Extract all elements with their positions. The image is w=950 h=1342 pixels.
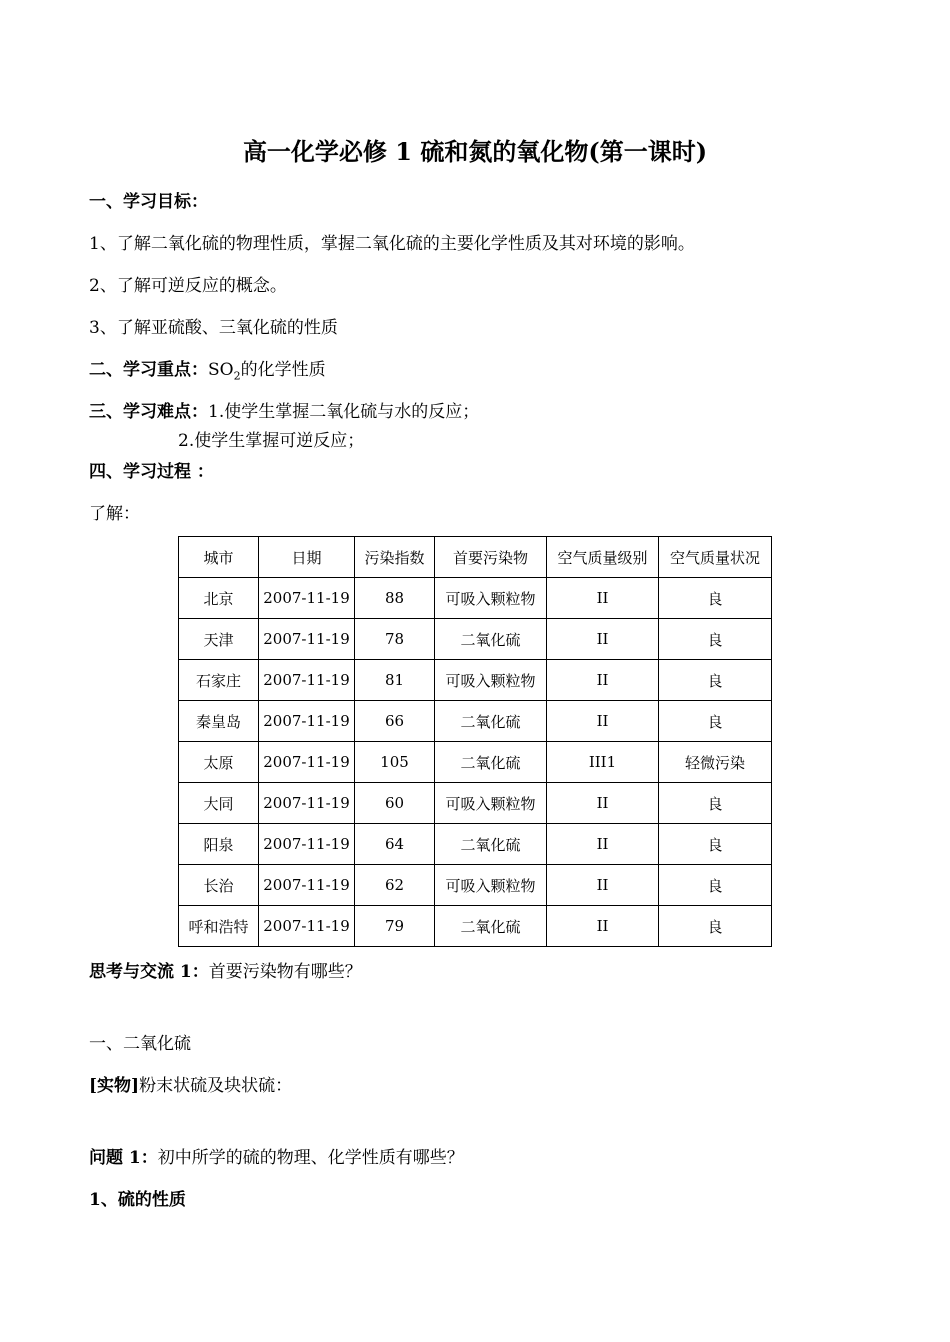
table-cell: 2007-11-19	[259, 742, 355, 783]
table-cell: 良	[659, 578, 772, 619]
table-cell: II	[547, 578, 659, 619]
think-exchange	[89, 957, 362, 982]
difficulty-item-1: 1.使学生掌握二氧化硫与水的反应；	[208, 402, 480, 422]
question-text: 初中所学的硫的物理、化学性质有哪些？	[157, 1148, 464, 1168]
table-cell: II	[547, 824, 659, 865]
table-cell: 二氧化硫	[435, 824, 547, 865]
goal-item-1: 1、了解二氧化硫的物理性质，掌握二氧化硫的主要化学性质及其对环境的影响。	[89, 234, 695, 254]
table-cell: II	[547, 783, 659, 824]
table-cell: 78	[355, 619, 435, 660]
air-quality-table	[178, 536, 772, 947]
table-cell: 轻微污染	[659, 742, 772, 783]
think-label: 思考与交流 1：	[89, 962, 209, 982]
table-cell: II	[547, 660, 659, 701]
table-row	[179, 701, 772, 742]
table-cell: 良	[659, 660, 772, 701]
table-cell: 良	[659, 701, 772, 742]
table-cell: 66	[355, 701, 435, 742]
table-cell: 79	[355, 906, 435, 947]
table-cell: 太原	[179, 742, 259, 783]
table-cell: 105	[355, 742, 435, 783]
table-cell: 可吸入颗粒物	[435, 783, 547, 824]
table-header-cell: 首要污染物	[435, 537, 547, 578]
table-row	[179, 619, 772, 660]
table-cell: 二氧化硫	[435, 906, 547, 947]
table-cell: 天津	[179, 619, 259, 660]
real-text: 粉末状硫及块状硫：	[139, 1076, 293, 1096]
question-label: 问题 1：	[89, 1148, 158, 1168]
table-header-cell: 空气质量级别	[547, 537, 659, 578]
table-cell: 2007-11-19	[259, 824, 355, 865]
table-cell: II	[547, 865, 659, 906]
table-cell: 良	[659, 906, 772, 947]
table-cell: II	[547, 619, 659, 660]
table-row	[179, 742, 772, 783]
table-cell: 二氧化硫	[435, 619, 547, 660]
table-cell: 良	[659, 619, 772, 660]
table-cell: 大同	[179, 783, 259, 824]
table-cell: 良	[659, 865, 772, 906]
table-row	[179, 783, 772, 824]
goal-item-2: 2、了解可逆反应的概念。	[89, 276, 287, 296]
table-cell: 可吸入颗粒物	[435, 660, 547, 701]
understand-label: 了解：	[89, 504, 140, 524]
table-cell: 可吸入颗粒物	[435, 865, 547, 906]
goals-heading: 一、学习目标：	[89, 192, 208, 212]
process-heading: 四、学习过程 ：	[89, 462, 214, 482]
table-cell: 秦皇岛	[179, 701, 259, 742]
table-cell: 2007-11-19	[259, 865, 355, 906]
table-cell: 石家庄	[179, 660, 259, 701]
table-cell: 2007-11-19	[259, 660, 355, 701]
table-header-cell: 污染指数	[355, 537, 435, 578]
table-header-cell: 日期	[259, 537, 355, 578]
difficulty-label: 三、学习难点：	[89, 402, 208, 422]
table-row	[179, 824, 772, 865]
table-cell: 良	[659, 824, 772, 865]
table-cell: 2007-11-19	[259, 783, 355, 824]
page-title: 高一化学必修 1 硫和氮的氧化物(第一课时)	[242, 137, 708, 166]
key-point-formula: $SO_2$	[208, 360, 241, 383]
table-cell: 62	[355, 865, 435, 906]
table-cell: 阳泉	[179, 824, 259, 865]
key-point	[89, 355, 326, 382]
table-row	[179, 660, 772, 701]
difficulty	[89, 397, 479, 422]
real-object	[89, 1071, 292, 1096]
table-cell: 二氧化硫	[435, 742, 547, 783]
table-cell: 良	[659, 783, 772, 824]
sulfur-properties-heading: 1、硫的性质	[89, 1190, 186, 1210]
key-point-text: 的化学性质	[240, 360, 326, 380]
section-heading-so2: 一、二氧化硫	[89, 1034, 191, 1054]
table-cell: 60	[355, 783, 435, 824]
table-header-row	[179, 537, 772, 578]
table-header-cell: 空气质量状况	[659, 537, 772, 578]
real-label: [实物]	[89, 1076, 140, 1096]
difficulty-item-2: 2.使学生掌握可逆反应；	[178, 431, 365, 451]
table-cell: II	[547, 906, 659, 947]
table-cell: III1	[547, 742, 659, 783]
table-cell: 2007-11-19	[259, 906, 355, 947]
table-cell: 长治	[179, 865, 259, 906]
table-cell: 2007-11-19	[259, 701, 355, 742]
table-cell: 88	[355, 578, 435, 619]
table-cell: 81	[355, 660, 435, 701]
goal-item-3: 3、了解亚硫酸、三氧化硫的性质	[89, 318, 338, 338]
table-cell: 2007-11-19	[259, 578, 355, 619]
table-header-cell: 城市	[179, 537, 259, 578]
table-row	[179, 578, 772, 619]
table-cell: 北京	[179, 578, 259, 619]
think-text: 首要污染物有哪些？	[208, 962, 362, 982]
table-cell: 可吸入颗粒物	[435, 578, 547, 619]
question-1	[89, 1143, 464, 1168]
table-cell: 2007-11-19	[259, 619, 355, 660]
key-point-label: 二、学习重点：	[89, 360, 208, 380]
table-cell: II	[547, 701, 659, 742]
table-cell: 64	[355, 824, 435, 865]
table-cell: 呼和浩特	[179, 906, 259, 947]
table-row	[179, 906, 772, 947]
table-row	[179, 865, 772, 906]
table-cell: 二氧化硫	[435, 701, 547, 742]
